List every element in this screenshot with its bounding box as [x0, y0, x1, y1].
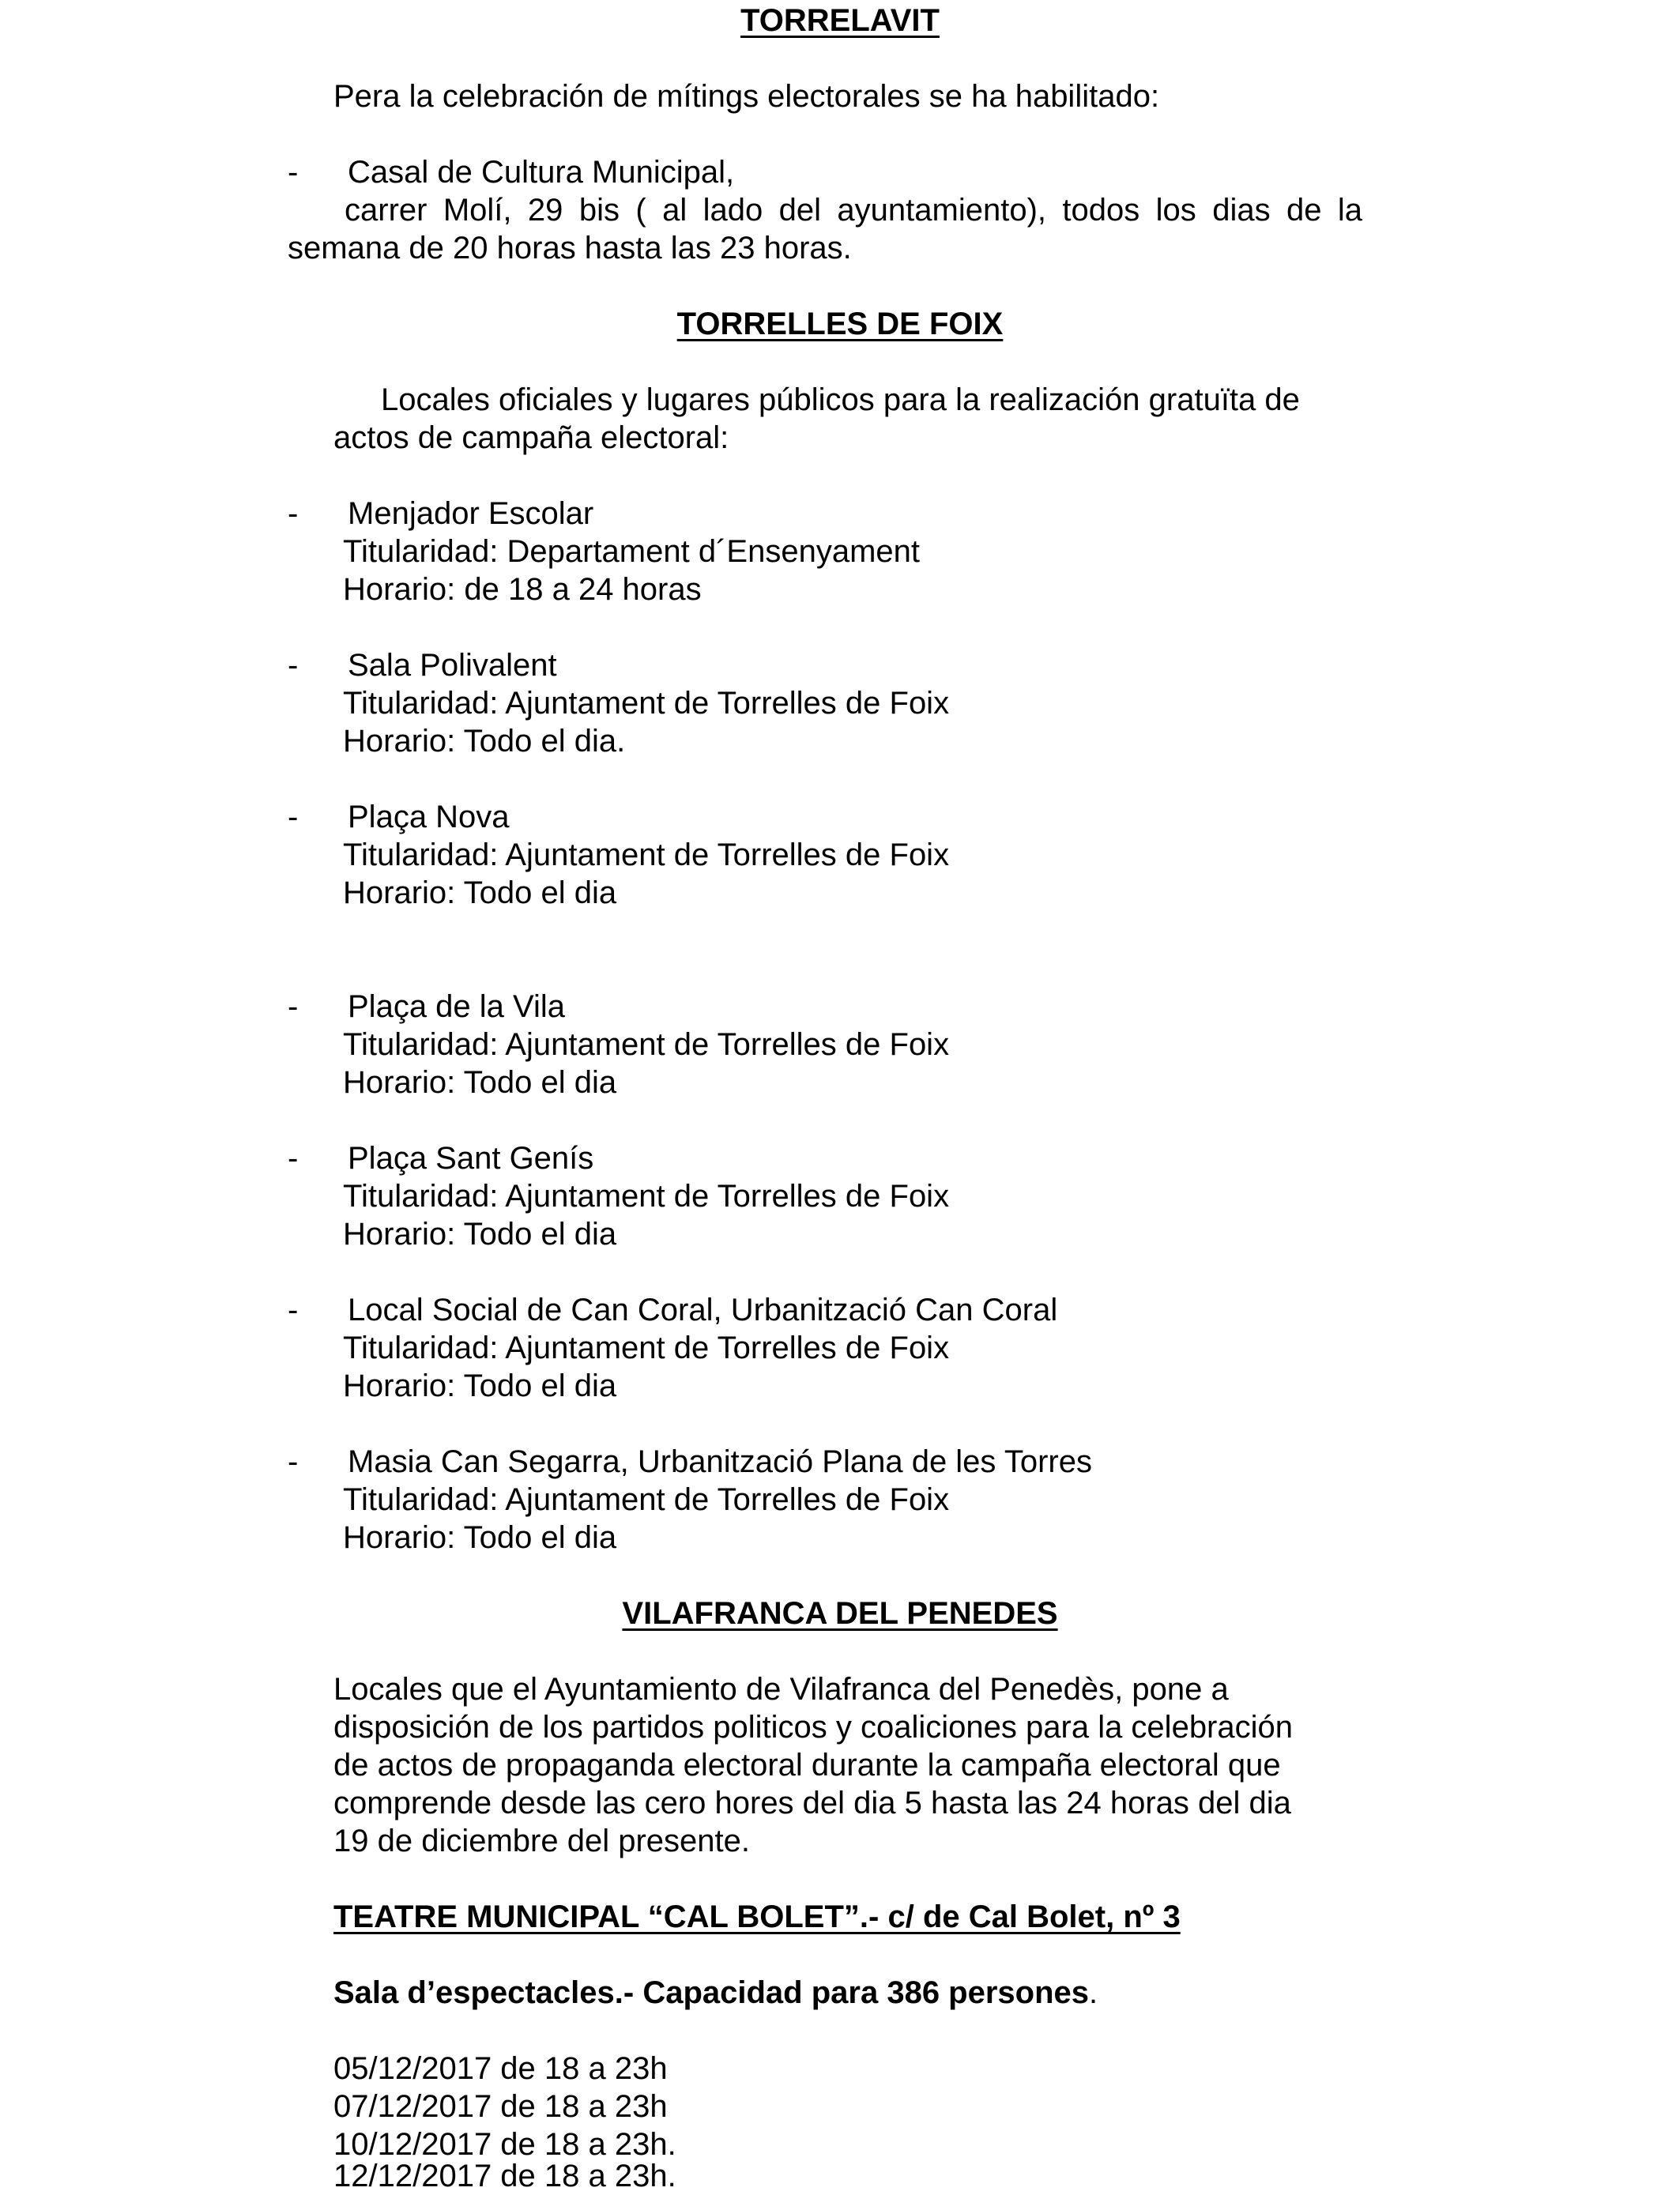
list-dash: -	[288, 1293, 299, 1327]
venue-owner: Titularidad: Ajuntament de Torrelles de Foix	[343, 1027, 950, 1062]
torrelavit-address-line1: carrer Molí, 29 bis ( al lado del ayuntamiento), todos los dias de la	[345, 193, 1362, 228]
hall-period: .	[1089, 1975, 1098, 2010]
venue-name: Plaça Nova	[348, 800, 510, 834]
date-entry: 10/12/2017 de 18 a 23h.	[333, 2127, 676, 2162]
heading-torrelles: TORRELLES DE FOIX	[676, 307, 1004, 341]
venue-owner: Titularidad: Ajuntament de Torrelles de Foix	[343, 1482, 950, 1517]
venue-name: Sala Polivalent	[348, 648, 557, 683]
venue-name: Masia Can Segarra, Urbanització Plana de les Torres	[348, 1444, 1092, 1479]
list-dash: -	[288, 496, 299, 531]
venue-name: Local Social de Can Coral, Urbanització Can Coral	[348, 1293, 1058, 1327]
vilafranca-intro-line: Locales que el Ayuntamiento de Vilafranca del Penedès, pone a	[333, 1672, 1229, 1707]
venue-owner: Titularidad: Ajuntament de Torrelles de Foix	[343, 1331, 950, 1365]
list-dash: -	[288, 1141, 299, 1176]
venue-hours: Horario: Todo el dia	[343, 875, 617, 910]
hall-label: Sala d’espectacles.- Capacidad para 386 persones	[333, 1975, 1090, 2010]
date-entry: 05/12/2017 de 18 a 23h	[333, 2051, 668, 2086]
venue-name: Plaça de la Vila	[348, 989, 565, 1024]
venue-name: Plaça Sant Genís	[348, 1141, 594, 1176]
list-dash: -	[288, 155, 299, 190]
venue-hours: Horario: Todo el dia	[343, 1520, 617, 1555]
date-entry: 12/12/2017 de 18 a 23h.	[333, 2159, 676, 2193]
venue-hours: Horario: Todo el dia	[343, 1065, 617, 1100]
torrelavit-address-line2: semana de 20 horas hasta las 23 horas.	[288, 231, 852, 265]
vilafranca-intro-line: de actos de propaganda electoral durante la campaña electoral que	[333, 1748, 1281, 1783]
vilafranca-intro-line: disposición de los partidos politicos y coaliciones para la celebración	[333, 1710, 1294, 1745]
venue-owner: Titularidad: Ajuntament de Torrelles de Foix	[343, 838, 950, 872]
vilafranca-intro-line: comprende desde las cero hores del dia 5 hasta las 24 horas del dia	[333, 1786, 1291, 1820]
heading-torrelavit: TORRELAVIT	[740, 3, 940, 38]
date-entry: 07/12/2017 de 18 a 23h	[333, 2089, 668, 2124]
list-dash: -	[288, 800, 299, 834]
venue-owner: Titularidad: Ajuntament de Torrelles de Foix	[343, 686, 950, 721]
venue-hours: Horario: Todo el dia	[343, 1217, 617, 1252]
venue-hours: Horario: Todo el dia	[343, 1369, 617, 1403]
theatre-heading: TEATRE MUNICIPAL “CAL BOLET”.- c/ de Cal Bolet, nº 3	[333, 1899, 1181, 1934]
venue-hours: Horario: de 18 a 24 horas	[343, 572, 702, 607]
vilafranca-intro-line: 19 de diciembre del presente.	[333, 1824, 750, 1858]
torrelles-intro-line2: actos de campaña electoral:	[333, 420, 729, 455]
torrelavit-intro: Pera la celebración de mítings electorales se ha habilitado:	[333, 79, 1160, 114]
venue-hours: Horario: Todo el dia.	[343, 724, 626, 759]
torrelles-intro-line1: Locales oficiales y lugares públicos para la realización gratuïta de	[381, 382, 1300, 417]
hall-capacity	[333, 1974, 1098, 2012]
venue-owner: Titularidad: Ajuntament de Torrelles de Foix	[343, 1179, 950, 1214]
list-dash: -	[288, 989, 299, 1024]
list-dash: -	[288, 1444, 299, 1479]
venue-name: Menjador Escolar	[348, 496, 594, 531]
venue-owner: Titularidad: Departament d´Ensenyament	[343, 534, 920, 569]
list-dash: -	[288, 648, 299, 683]
torrelavit-venue: Casal de Cultura Municipal,	[348, 155, 735, 190]
heading-vilafranca: VILAFRANCA DEL PENEDES	[622, 1596, 1058, 1631]
